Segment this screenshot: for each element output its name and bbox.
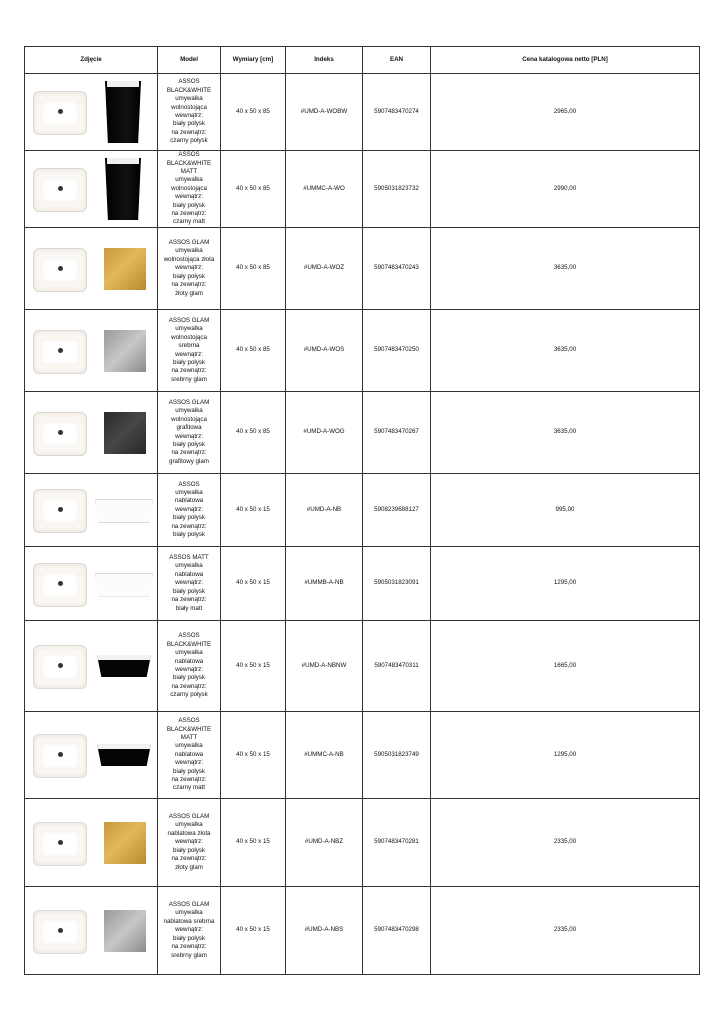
price-cell: 1295,00 [431,712,700,799]
product-photo-cell [25,887,158,975]
price-cell: 2335,00 [431,799,700,887]
product-photo-cell [25,310,158,392]
product-photo-cell [25,712,158,799]
product-photo-cell [25,474,158,547]
price-cell: 1295,00 [431,547,700,621]
drain-icon [58,840,63,845]
table-row [25,228,700,310]
basin-top-view-image [33,489,87,533]
basin-side-view-image [95,499,153,523]
drain-icon [58,430,63,435]
model-name-cell: ASSOS GLAM umywalka wolnostojąca złota wewnątrz: biały połysk na zewnątrz: złoty glam [158,228,221,310]
product-index-cell: #UMD-A-WOBW [286,74,363,151]
basin-top-view-image [33,91,87,135]
ean-cell: 5907483470243 [363,228,431,310]
basin-top-view-image [33,645,87,689]
product-index-cell: #UMD-A-WOS [286,310,363,392]
dimensions-cell: 40 x 50 x 85 [221,151,286,228]
table-row [25,392,700,474]
product-index-cell: #UMD-A-NBZ [286,799,363,887]
header-dimensions: Wymiary [cm] [221,47,286,74]
dimensions-cell: 40 x 50 x 15 [221,547,286,621]
dimensions-cell: 40 x 50 x 15 [221,621,286,712]
price-cell: 2965,00 [431,74,700,151]
product-index-cell: #UMD-A-NBS [286,887,363,975]
drain-icon [58,186,63,191]
drain-icon [58,266,63,271]
model-name-cell: ASSOS BLACK&WHITE umywalka nablatowa wewnątrz: biały połysk na zewnątrz: czarny połysk [158,621,221,712]
basin-side-view-image [104,910,146,952]
product-photo-cell [25,547,158,621]
table-row [25,151,700,228]
basin-top-view-image [33,412,87,456]
product-index-cell: #UMMB-A-NB [286,547,363,621]
dimensions-cell: 40 x 50 x 85 [221,310,286,392]
price-cell: 995,00 [431,474,700,547]
ean-cell: 5907483470311 [363,621,431,712]
table-row [25,799,700,887]
dimensions-cell: 40 x 50 x 85 [221,228,286,310]
price-list-table [24,46,700,975]
model-name-cell: ASSOS BLACK&WHITE MATT umywalka nablatowa wewnątrz: biały połysk na zewnątrz: czarny matt [158,712,221,799]
product-photo-cell [25,621,158,712]
model-name-cell: ASSOS GLAM umywalka nablatowa srebrna wewnątrz: biały połysk na zewnątrz: srebrny glam [158,887,221,975]
table-row [25,74,700,151]
model-name-cell: ASSOS BLACK&WHITE umywalka wolnostojąca wewnątrz: biały połysk na zewnątrz: czarny połysk [158,74,221,151]
basin-side-view-image [97,655,151,677]
dimensions-cell: 40 x 50 x 15 [221,799,286,887]
product-index-cell: #UMD-A-NB [286,474,363,547]
model-name-cell: ASSOS GLAM umywalka nablatowa złota wewnątrz: biały połysk na zewnątrz: złoty glam [158,799,221,887]
basin-top-view-image [33,910,87,954]
drain-icon [58,663,63,668]
model-name-cell: ASSOS GLAM umywalka wolnostojąca srebrna wewnątrz: biały połysk na zewnątrz: srebrny glam [158,310,221,392]
basin-side-view-image [105,158,141,220]
header-ean: EAN [363,47,431,74]
basin-side-view-image [97,744,151,766]
table-row [25,310,700,392]
product-index-cell: #UMD-A-WOZ [286,228,363,310]
header-price: Cena katalogowa netto [PLN] [431,47,700,74]
basin-side-view-image [104,822,146,864]
basin-top-view-image [33,168,87,212]
drain-icon [58,507,63,512]
header-row [25,47,700,74]
price-cell: 2335,00 [431,887,700,975]
product-index-cell: #UMD-A-WOG [286,392,363,474]
product-index-cell: #UMMC-A-WO [286,151,363,228]
table-body [25,74,700,975]
basin-side-view-image [104,330,146,372]
dimensions-cell: 40 x 50 x 85 [221,392,286,474]
drain-icon [58,109,63,114]
price-cell: 1665,00 [431,621,700,712]
ean-cell: 5905031823091 [363,547,431,621]
ean-cell: 5907483470281 [363,799,431,887]
basin-side-view-image [95,573,153,597]
basin-top-view-image [33,563,87,607]
header-photo: Zdjęcie [25,47,158,74]
product-photo-cell [25,799,158,887]
header-index: Indeks [286,47,363,74]
product-photo-cell [25,228,158,310]
ean-cell: 5907483470267 [363,392,431,474]
product-photo-cell [25,74,158,151]
table-row [25,887,700,975]
product-photo-cell [25,151,158,228]
dimensions-cell: 40 x 50 x 15 [221,712,286,799]
ean-cell: 5908239688127 [363,474,431,547]
basin-top-view-image [33,822,87,866]
ean-cell: 5907483470274 [363,74,431,151]
basin-side-view-image [105,81,141,143]
drain-icon [58,348,63,353]
basin-top-view-image [33,330,87,374]
ean-cell: 5907483470250 [363,310,431,392]
price-cell: 3635,00 [431,310,700,392]
table-row [25,712,700,799]
product-photo-cell [25,392,158,474]
product-index-cell: #UMMC-A-NB [286,712,363,799]
model-name-cell: ASSOS umywalka nablatowa wewnątrz: biały połysk na zewnątrz: biały połysk [158,474,221,547]
price-cell: 2990,00 [431,151,700,228]
drain-icon [58,581,63,586]
table-row [25,474,700,547]
price-cell: 3635,00 [431,228,700,310]
ean-cell: 5907483470298 [363,887,431,975]
model-name-cell: ASSOS BLACK&WHITE MATT umywalka wolnostojąca wewnątrz: biały połysk na zewnątrz: czarny matt [158,151,221,228]
ean-cell: 5905031823732 [363,151,431,228]
basin-side-view-image [104,412,146,454]
basin-top-view-image [33,248,87,292]
model-name-cell: ASSOS GLAM umywalka wolnostojąca grafitowa wewnątrz: biały połysk na zewnątrz: grafitowy glam [158,392,221,474]
table-row [25,547,700,621]
model-name-cell: ASSOS MATT umywalka nablatowa wewnątrz: biały połysk na zewnątrz: biały matt [158,547,221,621]
price-cell: 3635,00 [431,392,700,474]
table-row [25,621,700,712]
ean-cell: 5905031823749 [363,712,431,799]
basin-top-view-image [33,734,87,778]
dimensions-cell: 40 x 50 x 85 [221,74,286,151]
dimensions-cell: 40 x 50 x 15 [221,474,286,547]
product-index-cell: #UMD-A-NBNW [286,621,363,712]
header-model: Model [158,47,221,74]
dimensions-cell: 40 x 50 x 15 [221,887,286,975]
basin-side-view-image [104,248,146,290]
drain-icon [58,752,63,757]
drain-icon [58,928,63,933]
